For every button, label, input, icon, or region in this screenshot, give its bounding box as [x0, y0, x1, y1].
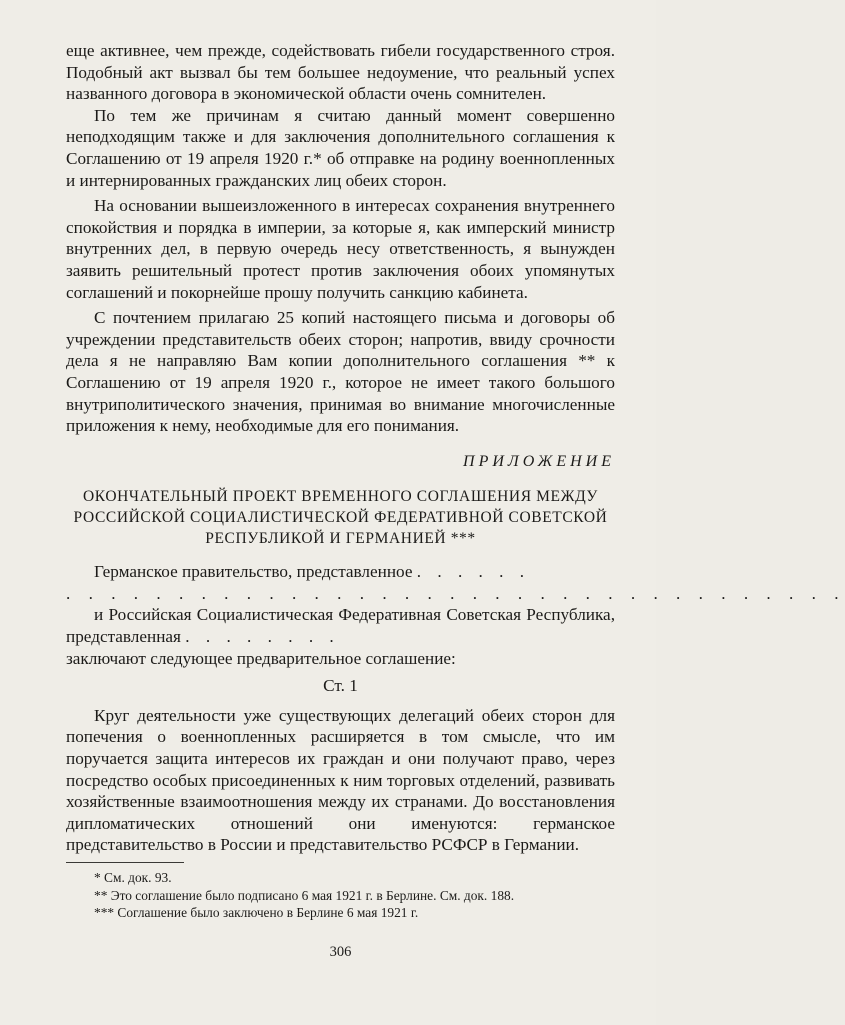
text-column	[66, 40, 845, 963]
footnote-1: * См. док. 93.	[94, 870, 172, 885]
appendix-line-conclude: заключают следующее предварительное соглашение:	[66, 648, 456, 668]
dot-leader: . . . . . .	[416, 562, 531, 582]
appendix-title: ОКОНЧАТЕЛЬНЫЙ ПРОЕКТ ВРЕМЕННОГО СОГЛАШЕНИЯ МЕЖДУ РОССИЙСКОЙ СОЦИАЛИСТИЧЕСКОЙ ФЕДЕРАТИВНОЙ СОВЕТСКОЙ РЕСПУБЛИКОЙ И ГЕРМАНИЕЙ ***	[73, 488, 608, 548]
footnote-3: *** Соглашение было заключено в Берлине 6 мая 1921 г.	[94, 905, 419, 920]
page-number: 306	[329, 943, 352, 960]
article-heading: Ст. 1	[323, 676, 358, 696]
german-government-text: Германское правительство, представленное	[94, 562, 413, 582]
appendix-label: ПРИЛОЖЕНИЕ	[463, 452, 615, 470]
dot-leader: . . . . . . . .	[185, 627, 340, 647]
appendix-line-rsfsr	[66, 604, 615, 647]
dotted-line: . . . . . . . . . . . . . . . . . . . . . . . . . . . . . . . . . . .	[66, 583, 845, 603]
article-1-text: Круг деятельности уже существующих делегаций обеих сторон для попечения о военнопленных расширяется в том смысле, что им поручается защита интересов их граждан и они получают право, через посредство особых присоединенных к ним торговых отделений, развивать хозяйственные взаимоотношения между их странами. До восстановления дипломатических отношений они именуются: германское представительство в России и представительство РСФСР в Германии.	[66, 705, 615, 855]
paragraph-1: еще активнее, чем прежде, содействовать гибели государственного строя. Подобный акт вызвал бы тем большее недоумение, что реальный успех названного договора в экономической области очень сомнителен.	[66, 41, 615, 104]
footnote-rule	[66, 862, 184, 863]
paragraph-4: С почтением прилагаю 25 копий настоящего письма и договоры об учреждении представительств обеих сторон; напротив, ввиду срочности дела я не направляю Вам копии дополнительного соглашения ** к Соглашению от 19 апреля 1920 г., которое не имеет такого большого внутриполитического значения, принимая во внимание многочисленные приложения к нему, необходимые для его понимания.	[66, 308, 615, 436]
appendix-line-german-government	[66, 561, 615, 583]
paragraph-3: На основании вышеизложенного в интересах сохранения внутреннего спокойствия и порядка в империи, за которые я, как имперский министр внутренних дел, в первую очередь несу ответственность, я вынужден заявить решительный протест против заключения обоих упомянутых соглашений и покорнейше прошу получить санкцию кабинета.	[66, 196, 615, 302]
paragraph-2: По тем же причинам я считаю данный момент совершенно неподходящим также и для заключения дополнительного соглашения к Соглашению от 19 апреля 1920 г.* об отправке на родину военнопленных и интернированных гражданских лиц обеих сторон.	[66, 105, 615, 190]
footnote-2: ** Это соглашение было подписано 6 мая 1921 г. в Берлине. См. док. 188.	[94, 887, 515, 903]
rsfsr-text: и Российская Социалистическая Федеративная Советская Республика, представленная	[66, 605, 615, 647]
